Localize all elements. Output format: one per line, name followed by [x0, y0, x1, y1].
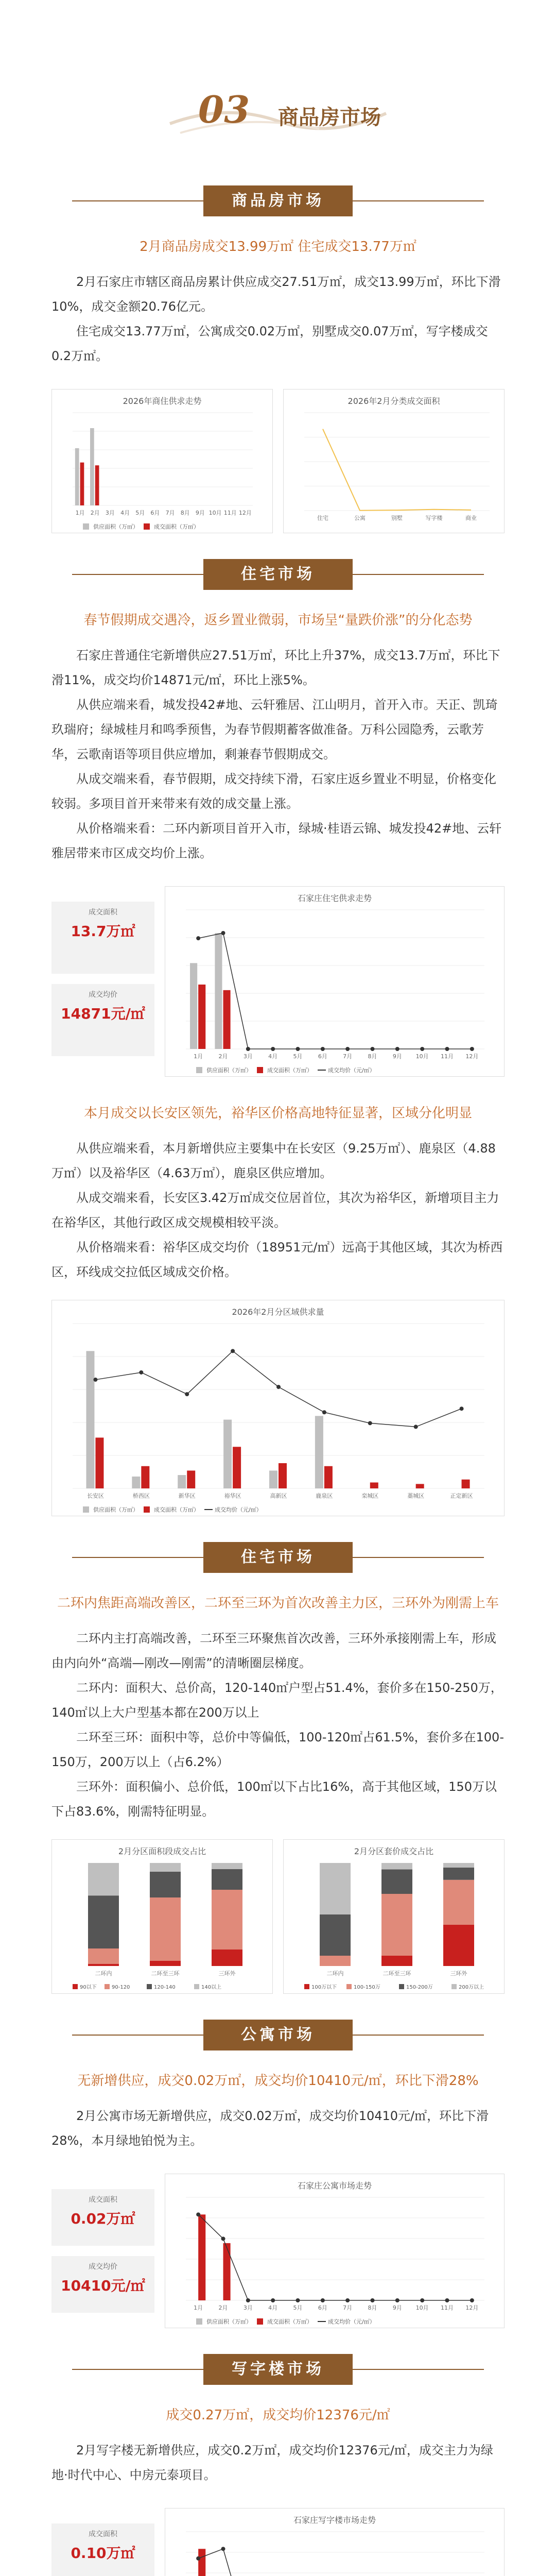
- stat-area: [51, 2189, 154, 2246]
- chart-ring-area: [51, 1839, 273, 1994]
- tick-label: 二环至三环: [151, 1970, 180, 1977]
- tick-label: 三环外: [218, 1970, 236, 1977]
- stat-value: 0.10万㎡: [71, 2545, 135, 2562]
- paragraph: 三环外：面积偏小、总价低，100㎡以下占比16%，高于其他区域，150万以下占83.6%，刚需特征明显。: [51, 1780, 497, 1819]
- legend-label: 成交面积（万㎡）: [154, 523, 199, 530]
- legend-swatch: [257, 2318, 263, 2325]
- bar-segment: [320, 1863, 351, 1914]
- stat-area: [51, 902, 154, 974]
- apartment-chart-block: [0, 2168, 556, 2338]
- legend-label: 供应面积（万㎡）: [93, 523, 138, 530]
- section-title: 写字楼市场: [203, 2354, 353, 2385]
- tick-label: 12月: [238, 510, 252, 516]
- ring-charts-row: [0, 1839, 556, 2004]
- chart-commercial-supply: [51, 389, 273, 533]
- residential-chart-block: [0, 881, 556, 1087]
- bar-segment: [150, 1863, 181, 1872]
- tick-label: 二环至三环: [383, 1970, 411, 1977]
- bar-segment: [443, 1880, 474, 1925]
- tick-label: 1月: [194, 2304, 203, 2311]
- office-chart-block: [0, 2503, 556, 2576]
- bar: [324, 1466, 333, 1488]
- paragraph: 住宅成交13.77万㎡，公寓成交0.02万㎡，别墅成交0.07万㎡，写字楼成交0.2万㎡。: [51, 324, 488, 363]
- tick-label: 12月: [465, 2304, 479, 2311]
- line-point: [460, 1406, 464, 1411]
- legend-swatch: [399, 1984, 404, 1989]
- legend-swatch: [196, 2318, 202, 2325]
- tick-label: 正定新区: [450, 1493, 473, 1499]
- bar: [215, 933, 222, 1049]
- legend-label: 供应面积（万㎡）: [206, 1067, 252, 1074]
- bar-segment: [381, 1894, 412, 1956]
- legend-label: 200万以上: [459, 1985, 484, 1990]
- bar: [95, 1437, 103, 1488]
- stat-label: 成交均价: [89, 2263, 117, 2271]
- bar: [141, 1466, 149, 1488]
- tick-label: 8月: [368, 1053, 377, 1060]
- paragraph: 从供应端来看，本月新增供应主要集中在长安区（9.25万㎡）、鹿泉区（4.88万㎡）以及裕华区（4.63万㎡），鹿泉区供应增加。: [51, 1141, 496, 1180]
- legend-swatch: [144, 523, 150, 530]
- bar: [416, 1484, 424, 1488]
- legend-label: 150-200万: [406, 1985, 433, 1990]
- paragraph: 从价格端来看：二环内新项目首开入市，绿城·桂语云锦、城发投42#地、云轩雅居带来市区成交均价上涨。: [51, 821, 502, 860]
- chart-office: [165, 2508, 505, 2576]
- tick-label: 4月: [268, 2304, 278, 2311]
- chart-category-area: [283, 389, 505, 533]
- bar: [95, 465, 99, 505]
- bar: [198, 2214, 205, 2300]
- legend-label: 供应面积（万㎡）: [93, 1506, 138, 1513]
- tick-label: 二环内: [95, 1970, 112, 1977]
- chart-svg: [284, 389, 505, 534]
- bar-segment: [150, 1897, 181, 1961]
- tick-label: 鹿泉区: [316, 1493, 333, 1499]
- bar: [223, 990, 231, 1049]
- legend-label: 成交均价（元/㎡）: [215, 1506, 262, 1513]
- bar-segment: [443, 1925, 474, 1966]
- section-title: 住宅市场: [203, 1542, 353, 1573]
- bar: [90, 428, 94, 505]
- tick-label: 12月: [465, 1053, 479, 1060]
- bar-segment: [150, 1872, 181, 1897]
- legend-swatch: [144, 1506, 150, 1513]
- chart-title: 2026年商住供求走势: [123, 396, 202, 406]
- tick-label: 别墅: [391, 515, 403, 521]
- bar-segment: [212, 1950, 242, 1966]
- tick-label: 6月: [318, 1053, 327, 1060]
- charts-row-1: [0, 389, 556, 544]
- paragraph: 从成交端来看，长安区3.42万㎡成交位居首位，其次为裕华区，新增项目主力在裕华区，其他行政区成交规模相较平淡。: [51, 1191, 499, 1230]
- section-banner-commercial: [0, 185, 556, 216]
- bar-segment: [443, 1863, 474, 1868]
- tick-label: 1月: [194, 1053, 203, 1060]
- bar-segment: [320, 1914, 351, 1956]
- section-title: 住宅市场: [203, 559, 353, 590]
- tick-label: 三环外: [450, 1970, 467, 1977]
- tick-label: 二环内: [326, 1970, 344, 1977]
- tick-label: 3月: [243, 1053, 253, 1060]
- section-title: 商品房市场: [203, 185, 353, 216]
- section-banner-residential: [0, 559, 556, 590]
- bar-segment: [212, 1863, 242, 1869]
- tick-label: 8月: [368, 2304, 377, 2311]
- tick-label: 5月: [293, 1053, 303, 1060]
- tick-label: 11月: [223, 510, 237, 516]
- paragraph: 从价格端来看：裕华区成交均价（18951元/㎡）远高于其他区域，其次为桥西区，环线成交拉低区域成交价格。: [51, 1240, 503, 1279]
- stat-price: [51, 984, 154, 1056]
- tick-label: 4月: [268, 1053, 278, 1060]
- chart-svg: [284, 1840, 505, 1994]
- tick-label: 11月: [441, 1053, 454, 1060]
- section-highlight: 成交0.27万㎡，成交均价12376元/㎡: [166, 2408, 390, 2423]
- bar-segment: [88, 1863, 119, 1895]
- tick-label: 长安区: [86, 1493, 104, 1499]
- bar: [370, 1482, 378, 1488]
- bar-segment: [443, 1868, 474, 1880]
- chart-svg: [52, 1300, 505, 1517]
- section-title: 公寓市场: [203, 2020, 353, 2050]
- stat-value: 13.7万㎡: [71, 923, 135, 940]
- chapter-number: 03: [198, 88, 250, 131]
- paragraph: 二环内：面积大、总价高，120-140㎡户型占51.4%，套价多在150-250万，140㎡以上大户型基本都在200万以上: [51, 1681, 503, 1720]
- legend-swatch: [83, 1506, 89, 1513]
- chart-apartment: [165, 2174, 505, 2328]
- stat-label: 成交均价: [89, 991, 117, 999]
- paragraph: 从成交端来看，春节假期，成交持续下滑，石家庄返乡置业不明显，价格变化较弱。多项目首开来带来有效的成交量上涨。: [51, 772, 496, 811]
- bar-segment: [212, 1890, 242, 1950]
- legend-label: 100-150万: [354, 1985, 380, 1990]
- bar: [86, 1351, 94, 1488]
- tick-label: 3月: [105, 510, 115, 516]
- stat-label: 成交面积: [89, 2196, 117, 2204]
- section-highlight: 无新增供应，成交0.02万㎡，成交均价10410元/㎡，环比下滑28%: [77, 2073, 479, 2089]
- bar-segment: [88, 1895, 119, 1948]
- tick-label: 10月: [415, 2304, 429, 2311]
- tick-label: 写字楼: [425, 515, 443, 521]
- chart-svg: [165, 887, 505, 1077]
- bar-segment: [88, 1948, 119, 1964]
- bar-segment: [212, 1869, 242, 1890]
- stat-value: 0.02万㎡: [71, 2210, 135, 2227]
- tick-label: 裕华区: [224, 1493, 241, 1499]
- tick-label: 商业: [465, 515, 477, 521]
- stat-area: [51, 2523, 154, 2576]
- bar-segment: [88, 1964, 119, 1966]
- chart-svg: [165, 2174, 505, 2329]
- tick-label: 6月: [318, 2304, 327, 2311]
- bar: [198, 2549, 205, 2576]
- tick-label: 栾城区: [361, 1493, 379, 1499]
- tick-label: 10月: [208, 510, 222, 516]
- legend-swatch: [451, 1984, 457, 1989]
- bar: [178, 1475, 186, 1488]
- bar: [233, 1447, 241, 1488]
- paragraph: 从供应端来看，城发投42#地、云轩雅居、江山明月，首开入市。天正、凯琦玖瑞府；绿城桂月和鸣季预售，为春节假期蓄客做准备。万科公园隐秀，云歌芳华，云歌南语等项目供应增加，剩兼春节假期成交。: [51, 698, 498, 761]
- tick-label: 2月: [218, 2304, 228, 2311]
- tick-label: 新华区: [178, 1493, 196, 1499]
- tick-label: 2月: [90, 510, 100, 516]
- bar-segment: [381, 1956, 412, 1966]
- bar-segment: [381, 1863, 412, 1869]
- chart-svg: [52, 389, 273, 534]
- tick-label: 10月: [415, 1053, 429, 1060]
- bar: [315, 1416, 323, 1488]
- legend-swatch: [196, 1067, 202, 1073]
- legend-swatch: [73, 1984, 78, 1989]
- tick-label: 7月: [165, 510, 175, 516]
- legend-swatch: [257, 1067, 263, 1073]
- tick-label: 3月: [243, 2304, 253, 2311]
- section-banner-office: [0, 2354, 556, 2385]
- paragraph: 二环内主打高端改善，二环至三环聚焦首次改善，三环外承接刚需上车，形成由内向外“高端—刚改—刚需”的清晰圈层梯度。: [51, 1631, 496, 1670]
- bar: [80, 463, 84, 505]
- section-highlight: 春节假期成交遇冷，返乡置业微弱，市场呈“量跌价涨”的分化态势: [83, 613, 473, 628]
- bar-segment: [150, 1961, 181, 1966]
- tick-label: 11月: [441, 2304, 454, 2311]
- paragraph: 二环至三环：面积中等，总价中等偏低，100-120㎡占61.5%，套价多在100-150万，200万以上（占6.2%）: [51, 1730, 504, 1769]
- legend-swatch: [147, 1984, 152, 1989]
- paragraph: 2月公寓市场无新增供应，成交0.02万㎡，成交均价10410元/㎡，环比下滑28%，本月绿地铂悦为主。: [51, 2109, 489, 2148]
- bar: [269, 1470, 277, 1488]
- stat-value: 10410元/㎡: [61, 2277, 145, 2294]
- tick-label: 5月: [135, 510, 145, 516]
- bar: [75, 448, 79, 505]
- series-line: [198, 2214, 472, 2300]
- tick-label: 1月: [75, 510, 85, 516]
- bar: [223, 1420, 232, 1488]
- chart-title: 2026年2月分类成交面积: [348, 396, 440, 406]
- legend-swatch: [105, 1984, 110, 1989]
- paragraph: 石家庄普通住宅新增供应27.51万㎡，环比上升37%，成交13.7万㎡，环比下滑11%，成交均价14871元/㎡，环比上涨5%。: [51, 648, 500, 687]
- stat-label: 成交面积: [89, 908, 117, 917]
- chapter-header: [0, 0, 556, 185]
- section-banner-apartment: [0, 2020, 556, 2050]
- chart-svg: [52, 1840, 273, 1994]
- tick-label: 9月: [392, 1053, 402, 1060]
- tick-label: 7月: [343, 1053, 353, 1060]
- tick-label: 桥西区: [132, 1493, 150, 1499]
- legend-label: 90-120: [112, 1985, 130, 1990]
- stat-price: [51, 2256, 154, 2313]
- legend-label: 供应面积（万㎡）: [206, 2318, 252, 2325]
- tick-label: 高新区: [270, 1493, 287, 1499]
- series-line: [198, 933, 472, 1049]
- stat-label: 成交面积: [89, 2530, 117, 2538]
- series-line: [323, 429, 471, 511]
- tick-label: 2月: [218, 1053, 228, 1060]
- section-highlight: 二环内焦距高端改善区，二环至三环为首次改善主力区，三环外为刚需上车: [57, 1596, 499, 1611]
- section-banner-residential-2: [0, 1542, 556, 1573]
- section-highlight: 2月商品房成交13.99万㎡ 住宅成交13.77万㎡: [140, 239, 416, 255]
- chart-title: 2月分区套价成交占比: [354, 1846, 434, 1856]
- chart-title: 2026年2月分区域供求量: [232, 1307, 324, 1317]
- tick-label: 住宅: [317, 515, 328, 521]
- chart-title: 2月分区面积段成交占比: [118, 1846, 206, 1856]
- chart-title: 石家庄住宅供求走势: [297, 893, 372, 903]
- legend-label: 100万以下: [311, 1985, 337, 1990]
- bar: [187, 1470, 195, 1488]
- tick-label: 藁城区: [407, 1493, 425, 1499]
- district-chart-block: [0, 1300, 556, 1527]
- chapter-title: 商品房市场: [278, 106, 381, 129]
- bar: [132, 1477, 140, 1488]
- paragraph: 2月石家庄市辖区商品房累计供应成交27.51万㎡，成交13.99万㎡，环比下滑10%，成交金额20.76亿元。: [51, 275, 501, 314]
- tick-label: 7月: [343, 2304, 353, 2311]
- bar: [223, 2243, 231, 2300]
- bar: [279, 1463, 287, 1488]
- chart-title: 石家庄公寓市场走势: [297, 2181, 372, 2191]
- legend-swatch: [194, 1984, 199, 1989]
- legend-label: 成交均价（元/㎡）: [328, 2318, 375, 2325]
- chart-ring-price: [283, 1839, 505, 1994]
- chart-residential-supply: [165, 886, 505, 1077]
- legend-label: 成交面积（万㎡）: [267, 2318, 312, 2325]
- tick-label: 9月: [195, 510, 205, 516]
- chart-title: 石家庄写字楼市场走势: [293, 2515, 376, 2525]
- tick-label: 公寓: [354, 515, 366, 521]
- legend-swatch: [83, 523, 89, 530]
- bar: [198, 985, 205, 1049]
- bar-segment: [320, 1956, 351, 1966]
- stat-value: 14871元/㎡: [61, 1005, 145, 1022]
- legend-label: 90以下: [80, 1985, 97, 1990]
- paragraph: 2月写字楼无新增供应，成交0.2万㎡，成交均价12376元/㎡，成交主力为绿地·时代中心、中房元泰项目。: [51, 2443, 493, 2482]
- tick-label: 9月: [392, 2304, 402, 2311]
- bar: [462, 1480, 470, 1488]
- tick-label: 8月: [180, 510, 190, 516]
- bar-segment: [381, 1869, 412, 1894]
- tick-label: 6月: [150, 510, 160, 516]
- legend-label: 120-140: [154, 1985, 176, 1990]
- series-line: [198, 2549, 472, 2576]
- legend-label: 成交均价（元/㎡）: [328, 1067, 375, 1074]
- legend-swatch: [346, 1984, 352, 1989]
- tick-label: 5月: [293, 2304, 303, 2311]
- section-highlight: 本月成交以长安区领先，裕华区价格高地特征显著，区域分化明显: [83, 1106, 472, 1121]
- legend-label: 成交面积（万㎡）: [267, 1067, 312, 1074]
- chart-district: [51, 1300, 505, 1516]
- bar: [190, 963, 197, 1049]
- tick-label: 4月: [120, 510, 130, 516]
- legend-label: 140以上: [201, 1985, 222, 1990]
- legend-swatch: [304, 1984, 309, 1989]
- legend-label: 成交面积（万㎡）: [154, 1506, 199, 1513]
